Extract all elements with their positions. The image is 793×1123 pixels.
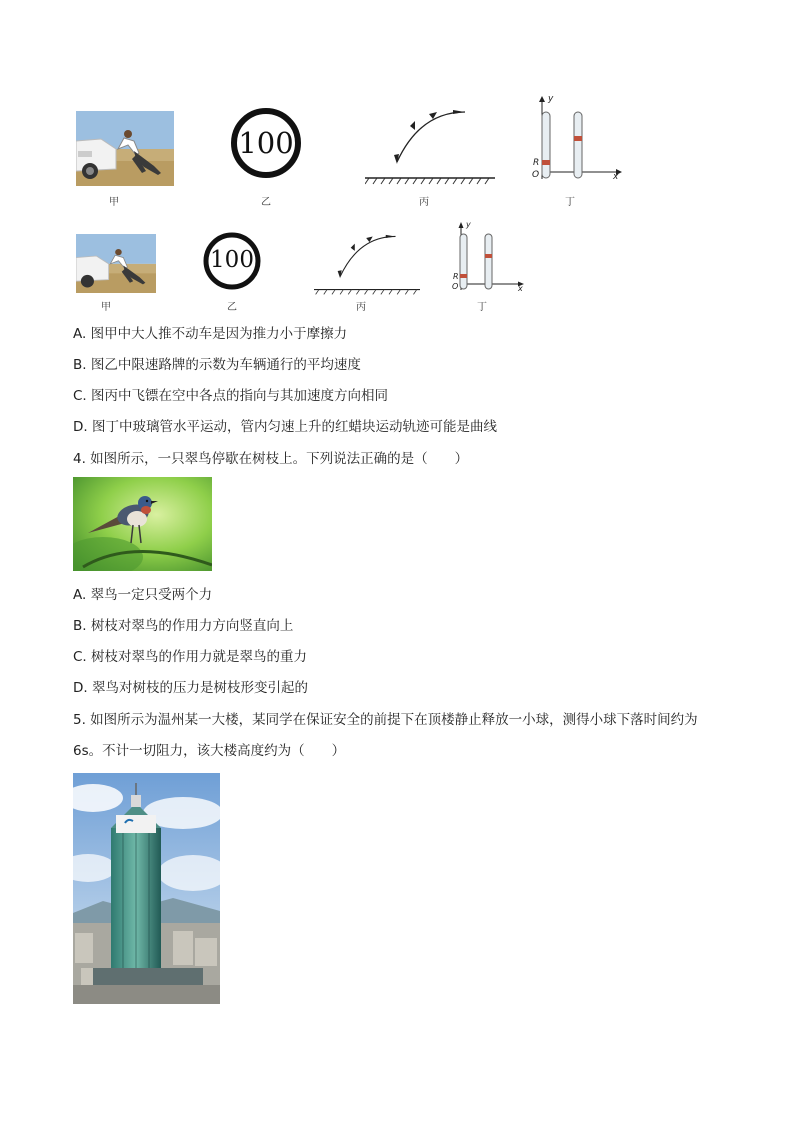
speed-limit-sign bbox=[230, 107, 302, 179]
dart-trajectory-diagram-small bbox=[314, 230, 420, 296]
label-r: R bbox=[533, 158, 540, 168]
caption-ding: 丁 bbox=[565, 197, 575, 208]
q5-stem-line1: 5. 如图所示为温州某一大楼，某同学在保证安全的前提下在顶楼静止释放一小球，测得小球下落时间约为 bbox=[73, 712, 698, 728]
glass-tube-diagram-small bbox=[450, 220, 530, 296]
q4-option-d: D. 翠鸟对树枝的压力是树枝形变引起的 bbox=[73, 680, 308, 696]
axis-x-label-small: x bbox=[518, 284, 523, 293]
speed-limit-value: 100 bbox=[238, 126, 294, 160]
caption-jia-small: 甲 bbox=[101, 302, 111, 313]
caption-yi: 乙 bbox=[261, 197, 271, 208]
caption-jia: 甲 bbox=[109, 197, 119, 208]
q4-stem: 4. 如图所示，一只翠鸟停歇在树枝上。下列说法正确的是（ ） bbox=[73, 451, 469, 467]
kingfisher-photo bbox=[73, 477, 212, 571]
glass-tube-diagram bbox=[528, 94, 628, 186]
axis-x-label: x bbox=[613, 172, 619, 182]
q4-option-c: C. 树枝对翠鸟的作用力就是翠鸟的重力 bbox=[73, 649, 308, 665]
q4-option-b: B. 树枝对翠鸟的作用力方向竖直向上 bbox=[73, 618, 294, 634]
label-r-small: R bbox=[453, 272, 459, 281]
label-o: O bbox=[532, 170, 540, 180]
speed-limit-value-small: 100 bbox=[210, 247, 254, 273]
caption-ding-small: 丁 bbox=[477, 302, 487, 313]
label-o-small: O bbox=[452, 282, 459, 291]
speed-limit-sign-small bbox=[203, 232, 261, 290]
q3-option-b: B. 图乙中限速路牌的示数为车辆通行的平均速度 bbox=[73, 357, 361, 373]
axis-y-label: y bbox=[548, 94, 554, 104]
car-push-photo bbox=[76, 111, 174, 186]
wenzhou-building-photo bbox=[73, 773, 220, 1004]
caption-bing: 丙 bbox=[419, 197, 429, 208]
q4-option-a: A. 翠鸟一定只受两个力 bbox=[73, 587, 213, 603]
dart-trajectory-diagram bbox=[365, 104, 495, 186]
caption-yi-small: 乙 bbox=[227, 302, 237, 313]
q3-option-a: A. 图甲中大人推不动车是因为推力小于摩擦力 bbox=[73, 326, 348, 342]
q3-option-d: D. 图丁中玻璃管水平运动，管内匀速上升的红蜡块运动轨迹可能是曲线 bbox=[73, 419, 497, 435]
q3-option-c: C. 图丙中飞镖在空中各点的指向与其加速度方向相同 bbox=[73, 388, 389, 404]
car-push-photo-small bbox=[76, 234, 156, 293]
q5-stem-line2: 6s。不计一切阻力，该大楼高度约为（ ） bbox=[73, 743, 346, 759]
axis-y-label-small: y bbox=[466, 220, 471, 229]
caption-bing-small: 丙 bbox=[356, 302, 366, 313]
